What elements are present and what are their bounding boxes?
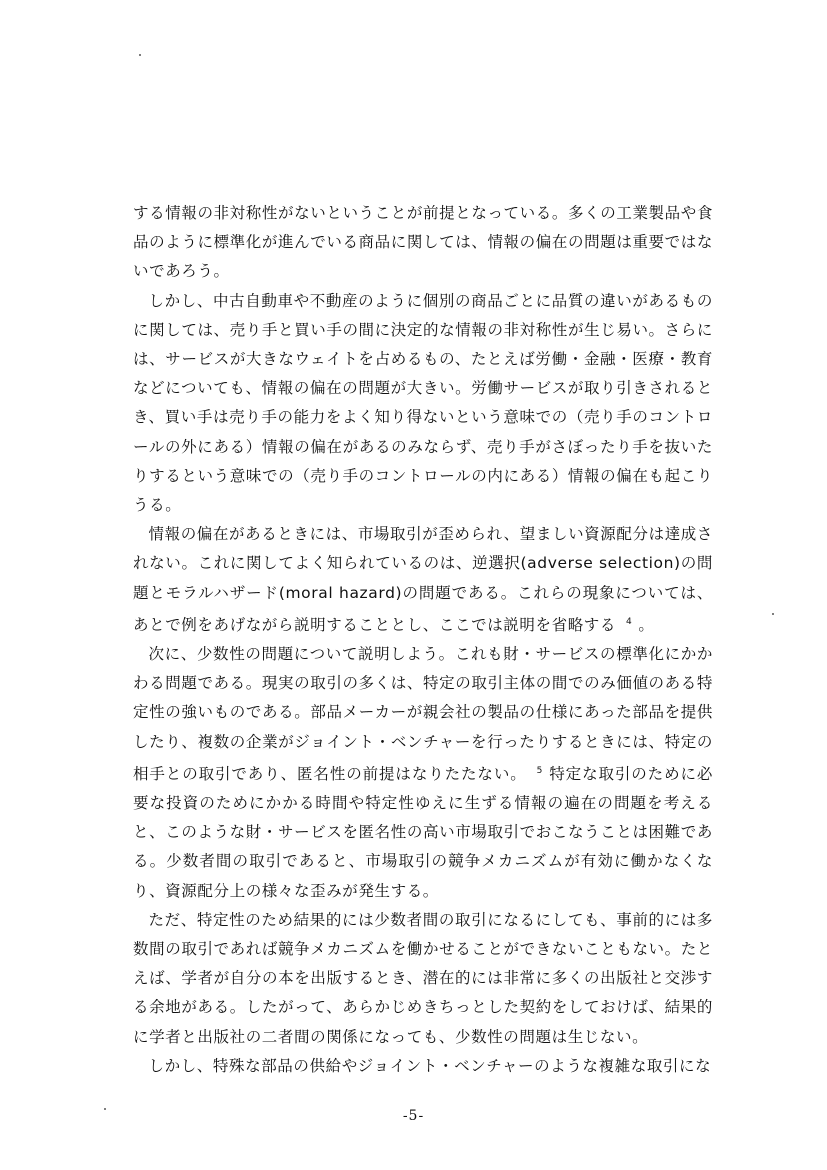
scan-speck xyxy=(104,1108,106,1110)
scan-speck xyxy=(772,613,774,615)
footnote-marker-4: 4 xyxy=(626,616,633,627)
paragraph-2: しかし、中古自動車や不動産のように個別の商品ごとに品質の違いがあるものに関しては、売り手と買い手の間に決定的な情報の非対称性が生じ易い。さらには、サービスが大きなウェイトを占めるもの、たとえば労働・金融・医療・教育などについても、情報の偏在の問題が大きい。労働サービスが取り引きされるとき、買い手は売り手の能力をよく知り得ないという意味での（売り手のコントロールの外にある）情報の偏在があるのみならず、売り手がさぼったり手を抜いたりするという意味での（売り手のコントロールの内にある）情報の偏在も起こりうる。 xyxy=(133,291,713,515)
paragraph-3-end: 。 xyxy=(638,615,655,634)
paragraph-4 xyxy=(133,640,713,906)
paragraph-1: する情報の非対称性がないということが前提となっている。多くの工業製品や食品のように標準化が進んでいる商品に関しては、情報の偏在の問題は重要ではないであろう。 xyxy=(133,204,713,281)
body-text xyxy=(133,199,713,1081)
scan-speck xyxy=(139,54,141,56)
paragraph-4-text-a: 次に、少数性の問題について説明しよう。これも財・サービスの標準化にかかわる問題である。現実の取引の多くは、特定の取引主体の間でのみ価値のある特定性の強いものである。部品メーカーが親会社の製品の仕様にあった部品を提供したり、複数の企業がジョイント・ベンチャーを行ったりするときには、特定の相手との取引であり、匿名性の前提はなりたたない。 xyxy=(133,645,713,783)
footnote-marker-5: 5 xyxy=(536,765,543,776)
page-number: -5- xyxy=(402,1108,425,1124)
paragraph-6: しかし、特殊な部品の供給やジョイント・ベンチャーのような複雑な取引にな xyxy=(148,1056,712,1075)
paragraph-3 xyxy=(133,520,713,640)
paragraph-3-text: 情報の偏在があるときには、市場取引が歪められ、望ましい資源配分は達成されない。これに関してよく知られているのは、逆選択(adverse selection)の問題とモラルハザード(moral hazard)の問題である。これらの現象については、あとで例をあげながら説明することとし、ここでは説明を省略する xyxy=(133,525,713,634)
paragraph-5: ただ、特定性のため結果的には少数者間の取引になるにしても、事前的には多数間の取引であれば競争メカニズムを働かせることができないこともない。たとえば、学者が自分の本を出版するとき、潜在的には非常に多くの出版社と交渉する余地がある。したがって、あらかじめきちっとした契約をしておけば、結果的に学者と出版社の二者間の関係になっても、少数性の問題は生じない。 xyxy=(133,910,713,1046)
paragraph-4-text-b: 特定な取引のために必要な投資のためにかかる時間や特定性ゆえに生ずる情報の遍在の問題を考えると、このような財・サービスを匿名性の高い市場取引でおこなうことは困難である。少数者間の取引であると、市場取引の競争メカニズムが有効に働かなくなり、資源配分上の様々な歪みが発生する。 xyxy=(133,764,713,900)
